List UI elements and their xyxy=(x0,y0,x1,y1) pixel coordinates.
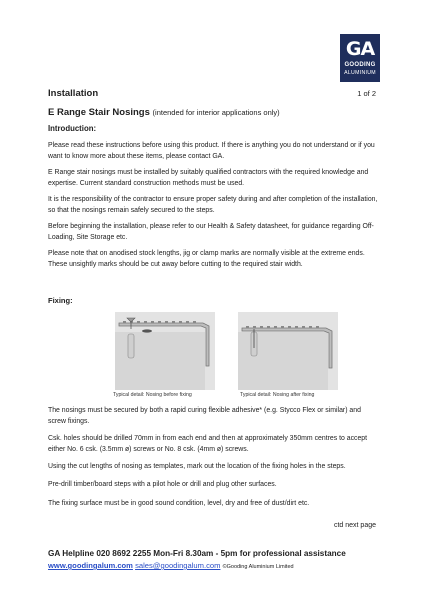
detail-before-fixing xyxy=(115,312,215,390)
introduction-heading: Introduction: xyxy=(48,124,97,133)
caption-after-fixing: Typical detail: Nosing after fixing xyxy=(240,392,315,398)
intro-paragraph-1: Please read these instructions before using this product. If there is anything you do not understand or if you want to know more about these items, please contact GA. xyxy=(48,142,375,160)
page-number: 1 of 2 xyxy=(357,89,376,98)
fixing-paragraph-2: Csk. holes should be drilled 70mm in from each end and then at approximately 350mm centres to accept either No. 6 csk. (3.5mm ø) screws or No. 8 csk. (4mm ø) screws. xyxy=(48,435,368,453)
logo-line1: GOODING xyxy=(344,62,376,68)
continued-note: ctd next page xyxy=(333,522,376,529)
gooding-aluminium-logo xyxy=(340,34,380,82)
intro-paragraph-2: E Range stair nosings must be installed by suitably qualified contractors with the required knowledge and expertise. Current standard construction methods must be used. xyxy=(48,169,369,187)
copyright-text: ©Gooding Aluminium Limited xyxy=(222,564,294,570)
section-heading: Installation xyxy=(48,88,99,99)
intro-paragraph-3: It is the responsibility of the contractor to ensure proper safety during and after completion of the installation, so that the nosings remain safely secured to the steps. xyxy=(48,196,378,214)
footer-contacts xyxy=(48,561,294,570)
fixing-paragraph-1: The nosings must be secured by both a rapid curing flexible adhesive* (e.g. Stycco Flex or similar) and screw fixings. xyxy=(48,407,361,425)
email-link[interactable]: sales@goodingalum.com xyxy=(135,561,221,570)
fixing-paragraph-3: Using the cut lengths of nosing as templates, mark out the location of the fixing holes in the steps. xyxy=(48,463,346,470)
document-title xyxy=(48,107,280,118)
intro-paragraph-5: Please note that on anodised stock lengths, jig or clamp marks are normally visible at the extreme ends. These unsightly marks should be cut away before cutting to the required stair width. xyxy=(48,250,365,268)
fixing-paragraph-5: The fixing surface must be in good sound condition, level, dry and free of dust/dirt etc. xyxy=(48,500,310,507)
intro-paragraph-4: Before beginning the installation, please refer to our Health & Safety datasheet, for guidance regarding Off-Loading, Site Storage etc. xyxy=(48,223,374,241)
footer-helpline: GA Helpline 020 8692 2255 Mon-Fri 8.30am - 5pm for professional assistance xyxy=(48,549,346,558)
title-main: E Range Stair Nosings xyxy=(48,107,150,118)
fixing-heading: Fixing: xyxy=(48,296,73,305)
logo-mark: GA xyxy=(345,38,375,60)
website-link[interactable]: www.goodingalum.com xyxy=(48,561,133,570)
fixing-paragraph-4: Pre-drill timber/board steps with a pilot hole or drill and plug other surfaces. xyxy=(48,481,277,488)
caption-before-fixing: Typical detail: Nosing before fixing xyxy=(113,392,192,398)
title-note: (intended for interior applications only) xyxy=(152,108,280,117)
logo-line2: ALUMINIUM xyxy=(344,70,376,76)
detail-after-fixing xyxy=(238,312,338,390)
